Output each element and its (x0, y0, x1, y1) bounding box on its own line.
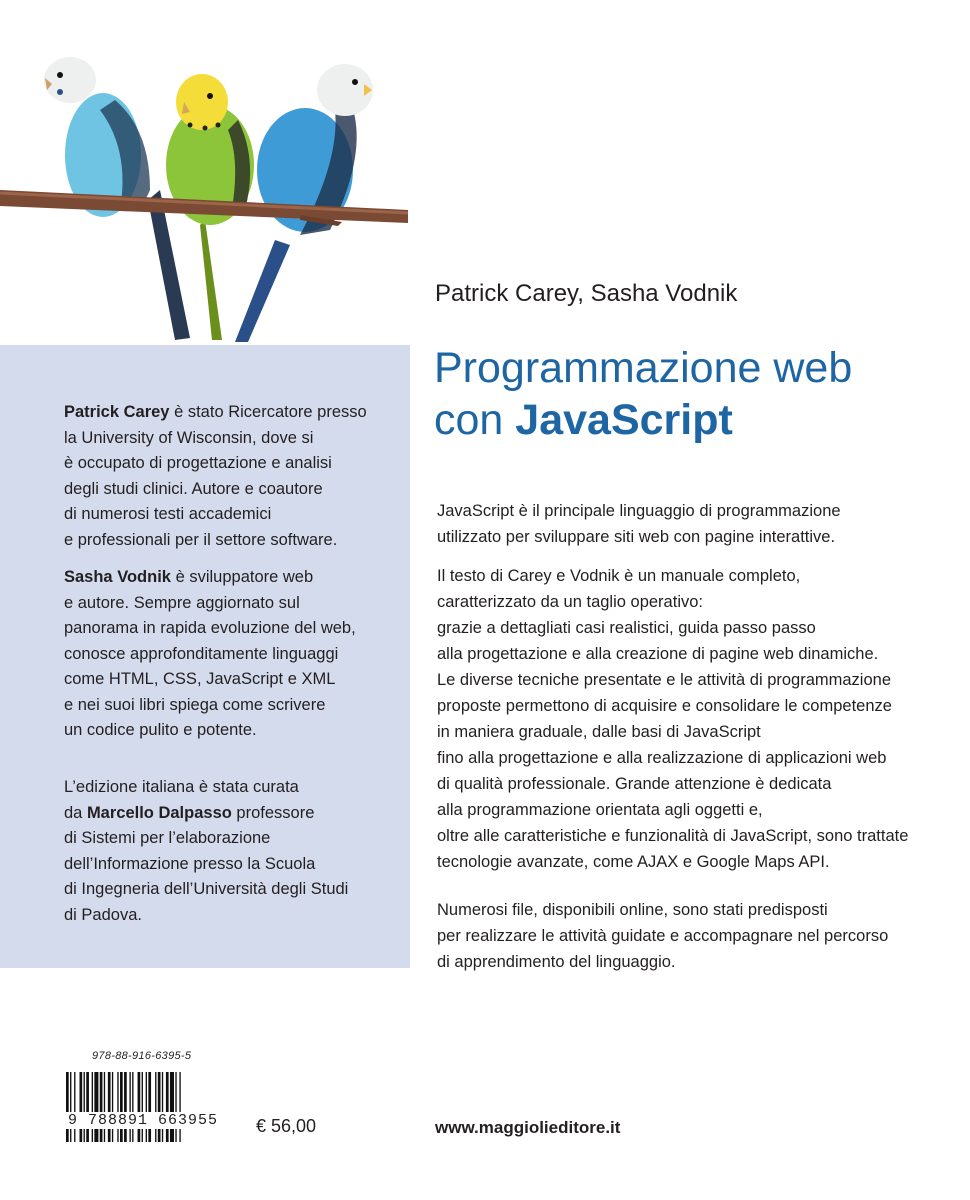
bio-carey: Patrick Carey è stato Ricercatore presso la University of Wisconsin, dove si è occupato di progettazione e analisi degli studi clinici. Autore e coautore di numerosi testi accademici e professionali per il settore software. (64, 403, 367, 549)
barcode-digits: 9 788891 663955 (68, 1112, 219, 1129)
parakeets-image (0, 40, 420, 345)
description-paragraph-1: JavaScript è il principale linguaggio di programmazione utilizzato per sviluppare siti web con pagine interattive. (437, 502, 841, 546)
book-title: Programmazione web con JavaScript (434, 344, 853, 444)
editor-note: L’edizione italiana è stata curata da Marcello Dalpasso professore di Sistemi per l’elaborazione dell’Informazione presso la Scuola di Ingegneria dell’Università degli Studi di Padova. (64, 778, 349, 924)
isbn-label: 978-88-916-6395-5 (92, 1050, 192, 1062)
editor-name: Marcello Dalpasso (86, 803, 232, 822)
bio-carey-name: Patrick Carey (64, 403, 170, 421)
publisher-url[interactable]: www.maggiolieditore.it (435, 1118, 621, 1137)
description-paragraph-2: Il testo di Carey e Vodnik è un manuale completo, caratterizzato da un taglio operativo: grazie a dettagliati casi realistici, guida passo passo alla progettazione e alla creazione di pagine web dinamiche. Le diverse tecniche presentate e le attività di programmazione proposte permettono di acquisire e consolidare le competenze in maniera graduale, dalle basi di JavaScript fino alla progettazione e alla realizzazione di applicazioni web di qualità professionale. Grande attenzione è dedicata alla programmazione orientata agli oggetti e, oltre alle caratteristiche e funzionalità di JavaScript, sono trattate tecnologie avanzate, come AJAX e Google Maps API. (437, 567, 909, 871)
bio-vodnik: Sasha Vodnik è sviluppatore web e autore. Sempre aggiornato sul panorama in rapida evoluzione del web, conosce approfonditamente linguaggi come HTML, CSS, JavaScript e XML e nei suoi libri spiega come scrivere un codice pulito e potente. (64, 568, 356, 739)
description-paragraph-3: Numerosi file, disponibili online, sono stati predisposti per realizzare le attività guidate e accompagnare nel percorso di apprendimento del linguaggio. (437, 901, 889, 971)
barcode (64, 1072, 236, 1142)
bio-vodnik-name: Sasha Vodnik (64, 568, 171, 586)
price: € 56,00 (256, 1116, 317, 1136)
book-authors: Patrick Carey, Sasha Vodnik (435, 280, 738, 307)
